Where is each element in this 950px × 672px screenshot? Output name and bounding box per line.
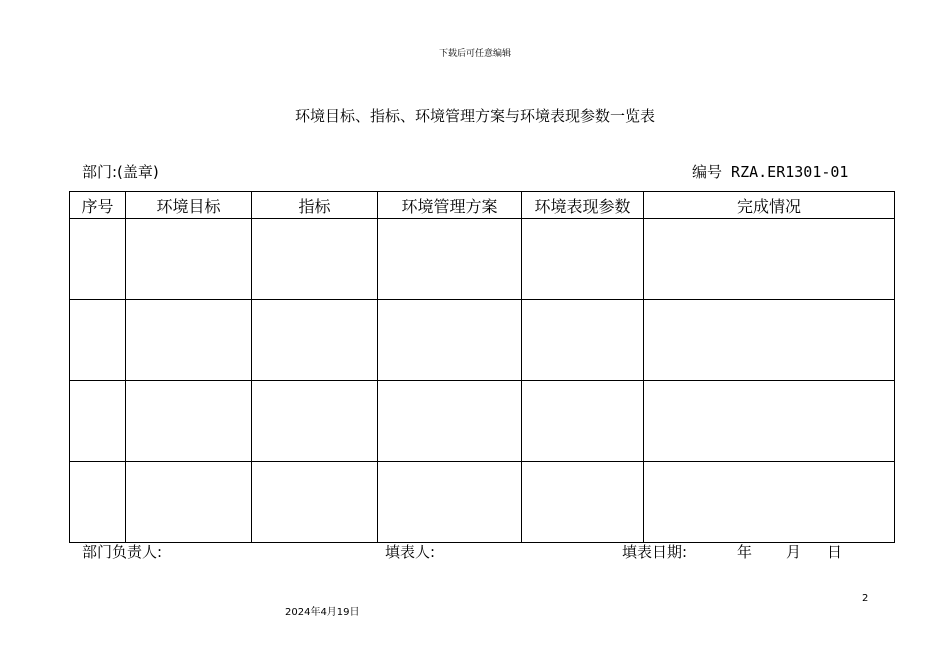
table-cell[interactable] [126,381,252,462]
table-cell[interactable] [522,300,644,381]
table-cell[interactable] [70,219,126,300]
table-cell[interactable] [126,300,252,381]
dept-head-label: 部门负责人: [82,543,163,561]
filler-label: 填表人: [385,543,436,561]
table-cell[interactable] [70,300,126,381]
document-number-label: 编号 [692,163,723,181]
page-number: 2 [862,593,869,604]
table-cell[interactable] [378,462,522,543]
table-cell[interactable] [126,219,252,300]
document-number-value: RZA.ER1301-01 [731,163,849,181]
table-cell[interactable] [644,300,895,381]
department-stamp-label: 部门:(盖章) [82,163,159,181]
table-row [70,300,895,381]
table-cell[interactable] [252,219,378,300]
table-row [70,462,895,543]
table-cell[interactable] [522,462,644,543]
table-cell[interactable] [522,219,644,300]
table-cell[interactable] [70,462,126,543]
day-label: 日 [827,543,843,561]
table-cell[interactable] [252,381,378,462]
table-cell[interactable] [378,300,522,381]
table-row [70,381,895,462]
column-header-serial: 序号 [70,192,126,219]
table-row [70,219,895,300]
table-cell[interactable] [378,219,522,300]
table-header-row [70,192,895,219]
year-label: 年 [737,543,753,561]
table-cell[interactable] [70,381,126,462]
table-cell[interactable] [252,300,378,381]
document-number [692,161,848,182]
table-cell[interactable] [522,381,644,462]
document-title: 环境目标、指标、环境管理方案与环境表现参数一览表 [294,107,655,125]
table-cell[interactable] [378,381,522,462]
column-header-performance: 环境表现参数 [522,192,644,219]
table-cell[interactable] [644,381,895,462]
column-header-objective: 环境目标 [126,192,252,219]
table-cell[interactable] [126,462,252,543]
header-note: 下载后可任意编辑 [438,49,511,59]
print-date: 2024年4月19日 [285,607,360,618]
column-header-status: 完成情况 [644,192,895,219]
objectives-table [69,191,895,543]
table-cell[interactable] [252,462,378,543]
column-header-target: 指标 [252,192,378,219]
fill-date-label: 填表日期: [622,543,688,561]
table-cell[interactable] [644,462,895,543]
month-label: 月 [786,543,802,561]
table-cell[interactable] [644,219,895,300]
column-header-program: 环境管理方案 [378,192,522,219]
